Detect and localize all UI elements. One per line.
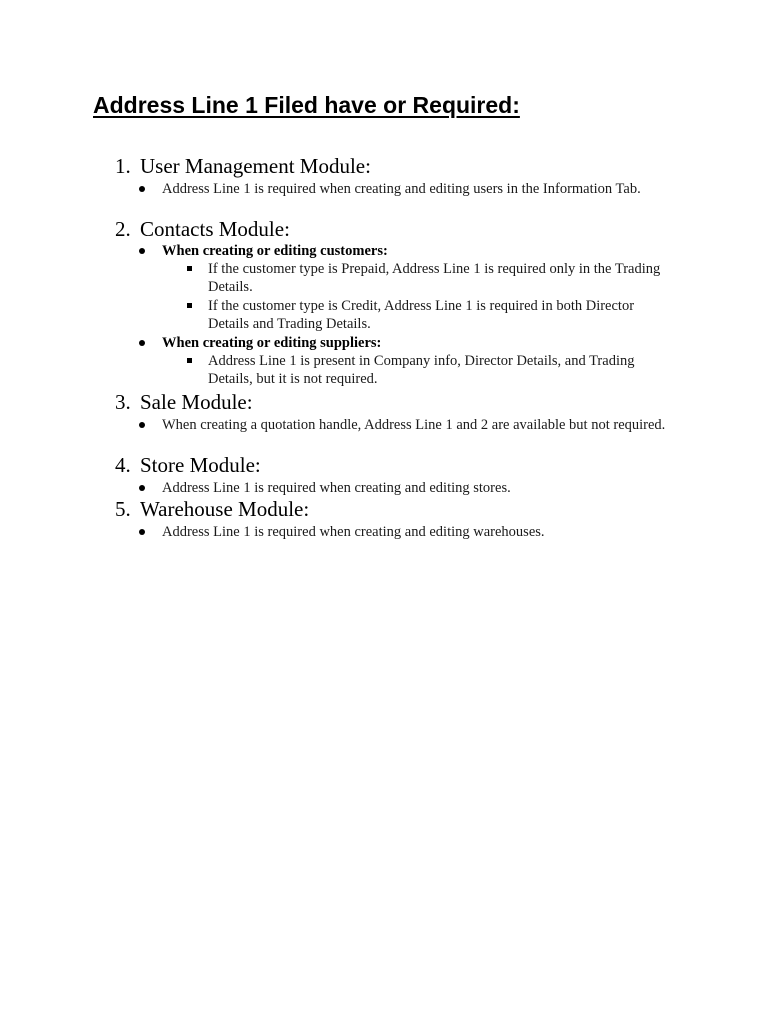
sub-bullet-text: If the customer type is Prepaid, Address Line 1 is required only in the Trading Details. [208, 261, 661, 295]
square-bullet-icon [187, 303, 192, 308]
section-title: Store Module: [140, 453, 261, 477]
sub-bullet-text: If the customer type is Credit, Address Line 1 is required in both Director Details and Trading Details. [208, 298, 635, 332]
document-title: Address Line 1 Filed have or Required: [93, 92, 520, 118]
section-heading [115, 388, 253, 416]
bullet-text: Address Line 1 is required when creating and editing stores. [162, 480, 511, 496]
bullet-text: Address Line 1 is required when creating and editing warehouses. [162, 524, 545, 540]
bullet-text: When creating or editing suppliers: [162, 335, 382, 351]
section-heading [115, 451, 261, 479]
section-number: 5. [115, 497, 131, 521]
sub-bullet-text: Address Line 1 is present in Company info, Director Details, and Trading Details, but it is not required. [208, 353, 635, 387]
section-number: 2. [115, 217, 131, 241]
section-number: 3. [115, 390, 131, 414]
bullet-dot-icon [139, 485, 145, 491]
bullet-dot-icon [139, 248, 145, 254]
section-number: 4. [115, 453, 131, 477]
section-number: 1. [115, 154, 131, 178]
bullet-dot-icon [139, 422, 145, 428]
section-title: Warehouse Module: [140, 497, 310, 521]
section-heading [115, 152, 371, 180]
bullet-text: When creating a quotation handle, Address Line 1 and 2 are available but not required. [162, 417, 666, 433]
section-title: Sale Module: [140, 390, 253, 414]
section-heading [115, 215, 290, 243]
bullet-text: Address Line 1 is required when creating and editing users in the Information Tab. [162, 181, 641, 197]
bullet-dot-icon [139, 340, 145, 346]
section-title: Contacts Module: [140, 217, 290, 241]
section-title: User Management Module: [140, 154, 371, 178]
bullet-dot-icon [139, 186, 145, 192]
bullet-text: When creating or editing customers: [162, 243, 388, 259]
bullet-dot-icon [139, 529, 145, 535]
section-heading [115, 495, 309, 523]
square-bullet-icon [187, 266, 192, 271]
square-bullet-icon [187, 358, 192, 363]
